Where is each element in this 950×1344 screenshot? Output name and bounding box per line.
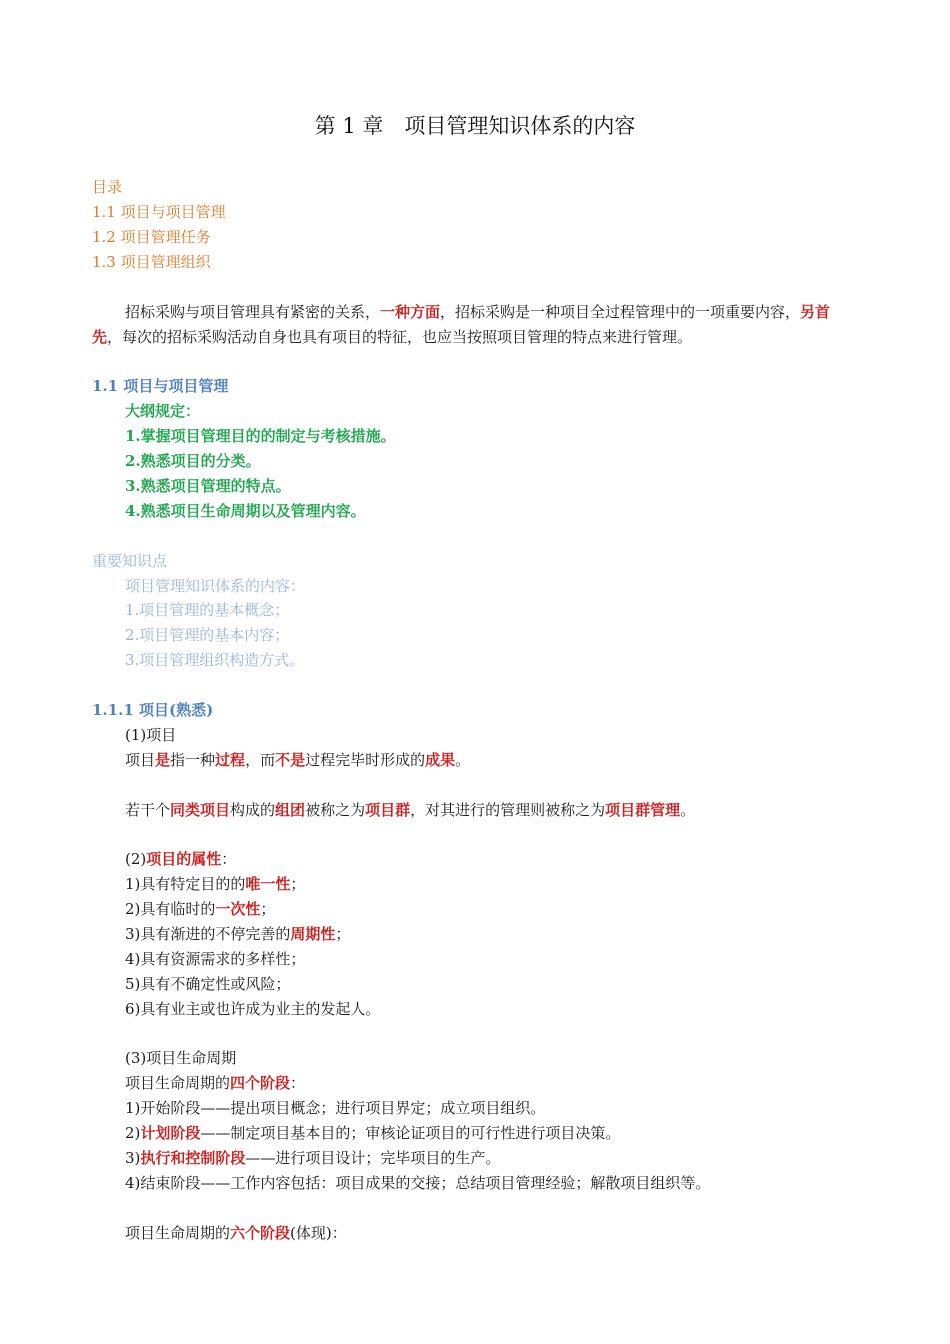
intro-highlight: 另首先 <box>92 303 831 346</box>
text: 结束阶段——工作内容包括：项目成果的交接；总结项目管理经验；解散项目组织等。 <box>140 1174 711 1192</box>
highlight: 执行和控制阶段 <box>140 1149 246 1167</box>
text: ： <box>221 850 237 868</box>
text: 构成的 <box>230 801 276 819</box>
attribute-item <box>125 924 350 944</box>
text: 若干个 <box>125 801 171 819</box>
text: 2)具有临时的 <box>125 900 216 918</box>
text: ，而 <box>245 751 276 769</box>
stage-item <box>125 1123 620 1143</box>
text: ，对其进行的管理则被称之为 <box>410 801 606 819</box>
text: (体现)： <box>290 1224 347 1242</box>
highlight: 唯一性 <box>245 875 291 893</box>
outline-label: 大纲规定： <box>125 402 201 420</box>
key-point-item: 2.项目管理的基本内容； <box>125 626 290 644</box>
text: 1)具有特定目的的 <box>125 875 246 893</box>
text: 开始阶段——提出项目概念；进行项目界定；成立项目组织。 <box>140 1099 546 1117</box>
text: 指一种 <box>170 751 216 769</box>
text: 2) <box>125 1124 141 1142</box>
toc-heading: 目录 <box>92 178 123 196</box>
highlight: 过程 <box>215 751 246 769</box>
highlight: 项目的属性 <box>146 850 222 868</box>
intro-text: 招标采购与项目管理具有紧密的关系， <box>125 303 381 321</box>
highlight: 四个阶段 <box>230 1074 291 1092</box>
lifecycle-label: (3)项目生命周期 <box>125 1049 237 1067</box>
text: 5)具有不确定性或风险； <box>125 975 291 993</box>
text: 项目生命周期的 <box>125 1224 231 1242</box>
highlight: 成果 <box>425 751 456 769</box>
attribute-item <box>125 899 275 919</box>
key-points-heading: 重要知识点 <box>92 552 168 570</box>
outline-item: 3.熟悉项目管理的特点。 <box>125 477 291 495</box>
text: 4) <box>125 1174 141 1192</box>
attribute-item <box>125 974 290 994</box>
highlight: 是 <box>155 751 171 769</box>
highlight: 同类项目 <box>170 801 231 819</box>
text: ——进行项目设计；完毕项目的生产。 <box>245 1149 501 1167</box>
text: 3)具有渐进的不停完善的 <box>125 925 291 943</box>
text: ； <box>260 900 276 918</box>
text: 。 <box>680 801 696 819</box>
text: ——制定项目基本目的；审核论证项目的可行性进行项目决策。 <box>200 1124 621 1142</box>
toc-item[interactable]: 1.3 项目管理组织 <box>92 253 211 271</box>
subsection-heading: 1.1.1 项目(熟悉) <box>92 701 214 719</box>
text: 被称之为 <box>305 801 366 819</box>
intro-text: ，招标采购是一种项目全过程管理中的一项重要内容， <box>440 303 801 321</box>
text: (2) <box>125 850 147 868</box>
highlight: 项目群 <box>365 801 411 819</box>
text: 1) <box>125 1099 141 1117</box>
section-heading: 1.1 项目与项目管理 <box>92 377 229 395</box>
highlight: 一次性 <box>215 900 261 918</box>
four-stage-lead <box>125 1073 305 1093</box>
text: 项目 <box>125 751 156 769</box>
outline-item: 4.熟悉项目生命周期以及管理内容。 <box>125 502 366 520</box>
text: 。 <box>455 751 471 769</box>
intro-paragraph <box>92 300 860 350</box>
text: 项目生命周期的 <box>125 1074 231 1092</box>
outline-item: 2.熟悉项目的分类。 <box>125 452 261 470</box>
key-point-item: 3.项目管理组织构造方式。 <box>125 651 305 669</box>
project-group-definition <box>125 800 695 820</box>
attribute-item <box>125 949 305 969</box>
highlight: 周期性 <box>290 925 336 943</box>
highlight: 不是 <box>275 751 306 769</box>
intro-highlight: 一种方面 <box>380 303 441 321</box>
sub-label: (1)项目 <box>125 726 177 744</box>
attributes-label <box>125 849 236 869</box>
key-point-item: 1.项目管理的基本概念； <box>125 601 290 619</box>
toc-item[interactable]: 1.2 项目管理任务 <box>92 228 211 246</box>
attribute-item <box>125 874 305 894</box>
text: 6)具有业主或也许成为业主的发起人。 <box>125 1000 381 1018</box>
stage-item <box>125 1148 500 1168</box>
chapter-title: 第 1 章 项目管理知识体系的内容 <box>314 114 636 138</box>
outline-item: 1.掌握项目管理目的的制定与考核措施。 <box>125 427 396 445</box>
highlight: 项目群管理 <box>605 801 681 819</box>
text: ； <box>335 925 351 943</box>
text: 过程完毕时形成的 <box>305 751 426 769</box>
highlight: 计划阶段 <box>140 1124 201 1142</box>
stage-item <box>125 1098 545 1118</box>
stage-item <box>125 1173 710 1193</box>
text: 4)具有资源需求的多样性； <box>125 950 306 968</box>
key-points-lead: 项目管理知识体系的内容： <box>125 577 306 595</box>
project-definition <box>125 750 470 770</box>
text: ： <box>290 1074 306 1092</box>
attribute-item <box>125 999 380 1019</box>
text: 3) <box>125 1149 141 1167</box>
six-stage-lead <box>125 1223 347 1243</box>
intro-text: ，每次的招标采购活动自身也具有项目的特征，也应当按照项目管理的特点来进行管理。 <box>107 328 693 346</box>
text: ； <box>290 875 306 893</box>
highlight: 六个阶段 <box>230 1224 291 1242</box>
highlight: 组团 <box>275 801 306 819</box>
toc-item[interactable]: 1.1 项目与项目管理 <box>92 203 226 221</box>
